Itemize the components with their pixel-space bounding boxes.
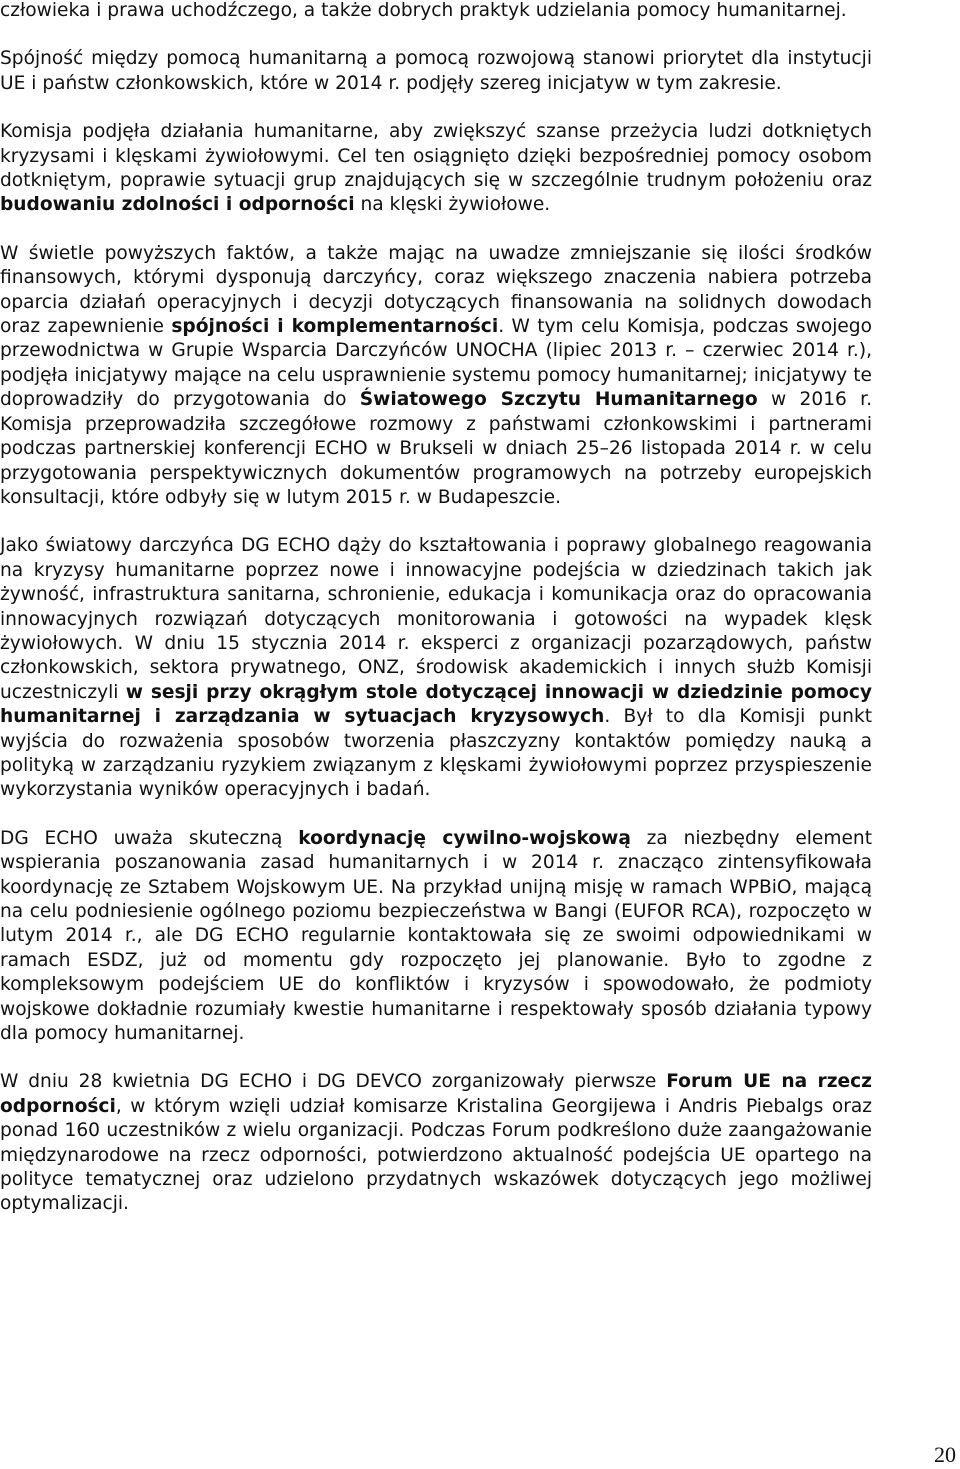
text-run: . W tym celu Komisja, podczas swojego przewodnictwa w Grupie Wsparcia Darczyńców UNOCHA (lipiec 2013 r. – czerwiec 2014 r.), podjęła inicjatywy mające na celu usprawnienie systemu pomocy humanitarnej; inicjatywy te doprowadziły do przygotowania do bbox=[0, 316, 872, 411]
text-run: , w którym wzięli udział komisarze Kristalina Georgijewa i Andris Piebalgs oraz ponad 160 uczestników z wielu organizacji. Podczas Forum podkreślono duże zaangażowanie międzynarodowe na rzecz odporności, potwierdzono aktualność podejścia UE opartego na polityce tematycznej oraz udzielono przydatnych wskazówek dotyczących jego możliwej optymalizacji. bbox=[0, 1095, 872, 1215]
text-run: za niezbędny element wspierania poszanowania zasad humanitarnych i w 2014 r. znacząco zintensyfikowała koordynację ze Sztabem Wojskowym UE. Na przykład unijną misję w ramach WPBiO, mającą na celu podniesienie ogólnego poziomu bezpieczeństwa w Bangi (EUFOR RCA), rozpoczęto w lutym 2014 r., ale DG ECHO regularnie kontaktowała się ze swoimi odpowiednikami w ramach ESDZ, już od momentu gdy rozpoczęto jej planowanie. Było to zgodne z kompleksowym podejściem UE do konfliktów i kryzysów i spowodowało, że podmioty wojskowe dokładnie rozumiały kwestie humanitarne i respektowały sposób działania typowy dla pomocy humanitarnej. bbox=[0, 827, 872, 1045]
page-number: 20 bbox=[934, 1442, 956, 1467]
bold-text-run: budowaniu zdolności i odporności bbox=[0, 194, 355, 216]
paragraph bbox=[0, 47, 872, 96]
bold-text-run: spójności i komplementarności bbox=[171, 316, 499, 338]
paragraph bbox=[0, 534, 872, 802]
text-run: DG ECHO uważa skuteczną bbox=[0, 827, 299, 849]
paragraph bbox=[0, 1070, 872, 1216]
text-run: W świetle powyższych faktów, a także mając na uwadze zmniejszanie się ilości środków finansowych, którymi dysponują darczyńcy, coraz większego znaczenia nabiera potrzeba oparcia działań operacyjnych i decyzji dotyczących finansowania na solidnych dowodach oraz zapewnienie bbox=[0, 242, 872, 338]
text-run: . Był to dla Komisji punkt wyjścia do rozważenia sposobów tworzenia płaszczyzny kontaktów pomiędzy nauką a polityką w zarządzaniu ryzykiem związanym z klęskami żywiołowymi poprzez przyspieszenie wykorzystania wyników operacyjnych i badań. bbox=[0, 706, 872, 801]
bold-text-run: koordynację cywilno-wojskową bbox=[298, 827, 631, 849]
text-run: w 2016 r. Komisja przeprowadziła szczegółowe rozmowy z państwami członkowskimi i partnerami podczas partnerskiej konferencji ECHO w Brukseli w dniach 25–26 listopada 2014 r. w celu przygotowania perspektywicznych dokumentów programowych na potrzeby europejskich konsultacji, które odbyły się w lutym 2015 r. w Budapeszcie. bbox=[0, 389, 872, 508]
bold-text-run: Światowego Szczytu Humanitarnego bbox=[359, 389, 758, 411]
paragraph bbox=[0, 242, 872, 510]
text-run: Jako światowy darczyńca DG ECHO dąży do kształtowania i poprawy globalnego reagowania na kryzysy humanitarne poprzez nowe i innowacyjne podejścia w dziedzinach takich jak żywność, infrastruktura sanitarna, schronienie, edukacja i komunikacja oraz do opracowania innowacyjnych rozwiązań dotyczących monitorowania i gotowości na wypadek klęsk żywiołowych. W dniu 15 stycznia 2014 r. eksperci z organizacji pozarządowych, państw członkowskich, sektora prywatnego, ONZ, środowisk akademickich i innych służb Komisji uczestniczyli bbox=[0, 535, 872, 703]
bold-text-run: Forum UE na rzecz odporności bbox=[0, 1071, 872, 1117]
paragraph bbox=[0, 120, 872, 218]
bold-text-run: w sesji przy okrągłym stole dotyczącej innowacji w dziedzinie pomocy humanitarnej i zarządzania w sytuacjach kryzysowych bbox=[0, 681, 872, 728]
text-run: na klęski żywiołowe. bbox=[354, 194, 551, 216]
text-run: człowieka i prawa uchodźczego, a także dobrych praktyk udzielania pomocy humanitarnej. bbox=[0, 0, 847, 21]
text-run: Komisja podjęła działania humanitarne, aby zwiększyć szanse przeżycia ludzi dotkniętych kryzysami i klęskami żywiołowymi. Cel ten osiągnięto dzięki bezpośredniej pomocy osobom dotkniętym, poprawie sytuacji grup znajdujących się w szczególnie trudnym położeniu oraz bbox=[0, 121, 872, 192]
text-run: W dniu 28 kwietnia DG ECHO i DG DEVCO zorganizowały pierwsze bbox=[0, 1071, 667, 1093]
paragraph bbox=[0, 0, 872, 23]
paragraph bbox=[0, 827, 872, 1047]
text-run: Spójność między pomocą humanitarną a pomocą rozwojową stanowi priorytet dla instytucji UE i państw członkowskich, które w 2014 r. podjęły szereg inicjatyw w tym zakresie. bbox=[0, 48, 872, 94]
